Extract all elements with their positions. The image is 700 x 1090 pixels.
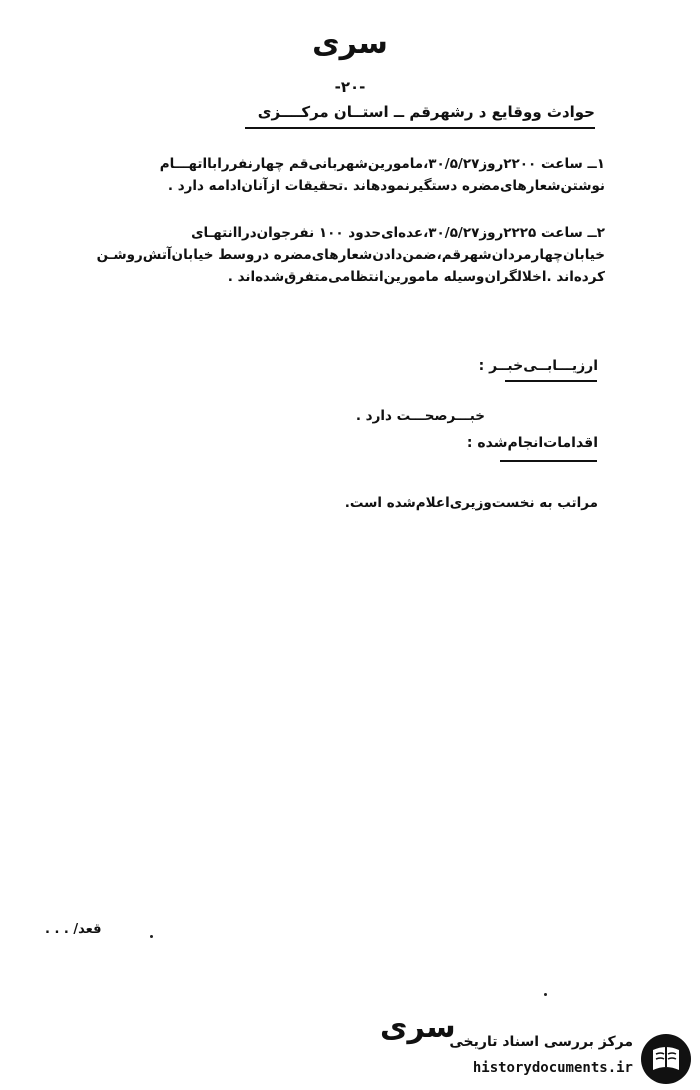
- report-item-line: کرده‌اند .اخلالگران‌وسیله مامورین‌انتظامی‌متفرق‌شده‌اند .: [227, 269, 605, 285]
- evaluation-label: ارزیـــابــی‌خبــر :: [478, 358, 598, 374]
- actions-label: اقدامات‌انجام‌شده :: [466, 435, 598, 451]
- report-item-line: نوشتن‌شعارهای‌مضره دستگیرنمودهاند .تحقیقات ازآنان‌ادامه دارد .: [167, 178, 605, 194]
- page-number: -۲۰-: [334, 78, 366, 96]
- book-logo-icon: [639, 1032, 693, 1086]
- actions-text: مراتب به نخست‌وزیری‌اعلام‌شده است.: [344, 495, 598, 511]
- evaluation-underline: [505, 380, 597, 382]
- classification-stamp-top: سری: [312, 26, 388, 61]
- archive-watermark: [425, 1030, 695, 1088]
- report-item-line: ۲ــ ساعت ۲۲۲۵روز۳۰/۵/۲۷،عده‌ای‌حدود ۱۰۰ نفرجوان‌دراانتهـای: [191, 225, 605, 241]
- document-heading: حوادث ووقایع د رشهرقم ــ استــان مرکــــزی: [257, 103, 595, 121]
- report-item-2: [96, 222, 605, 288]
- scan-speck: [150, 935, 153, 938]
- report-item-line: ۱ــ ساعت ۲۲۰۰روز۳۰/۵/۲۷،مامورین‌شهربانی‌قم چهارنفررابااتهـــام: [159, 156, 605, 172]
- actions-underline: [500, 460, 597, 462]
- evaluation-text: خبـــرصحـــت دارد .: [355, 408, 485, 424]
- scan-speck: [544, 993, 547, 996]
- watermark-url: historydocuments.ir: [472, 1060, 633, 1076]
- watermark-title: مرکز بررسی اسناد تاریخی: [449, 1034, 633, 1050]
- footer-note: قعد/ . . .: [45, 922, 102, 937]
- report-item-line: خیابان‌چهارمردان‌شهرقم،ضمن‌دادن‌شعارهای‌مضره دروسط خیابان‌آتش‌روشـن: [96, 247, 605, 263]
- report-item-1: [105, 153, 605, 197]
- classification-stamp-bottom: سری: [380, 1010, 456, 1045]
- heading-underline: [245, 127, 595, 129]
